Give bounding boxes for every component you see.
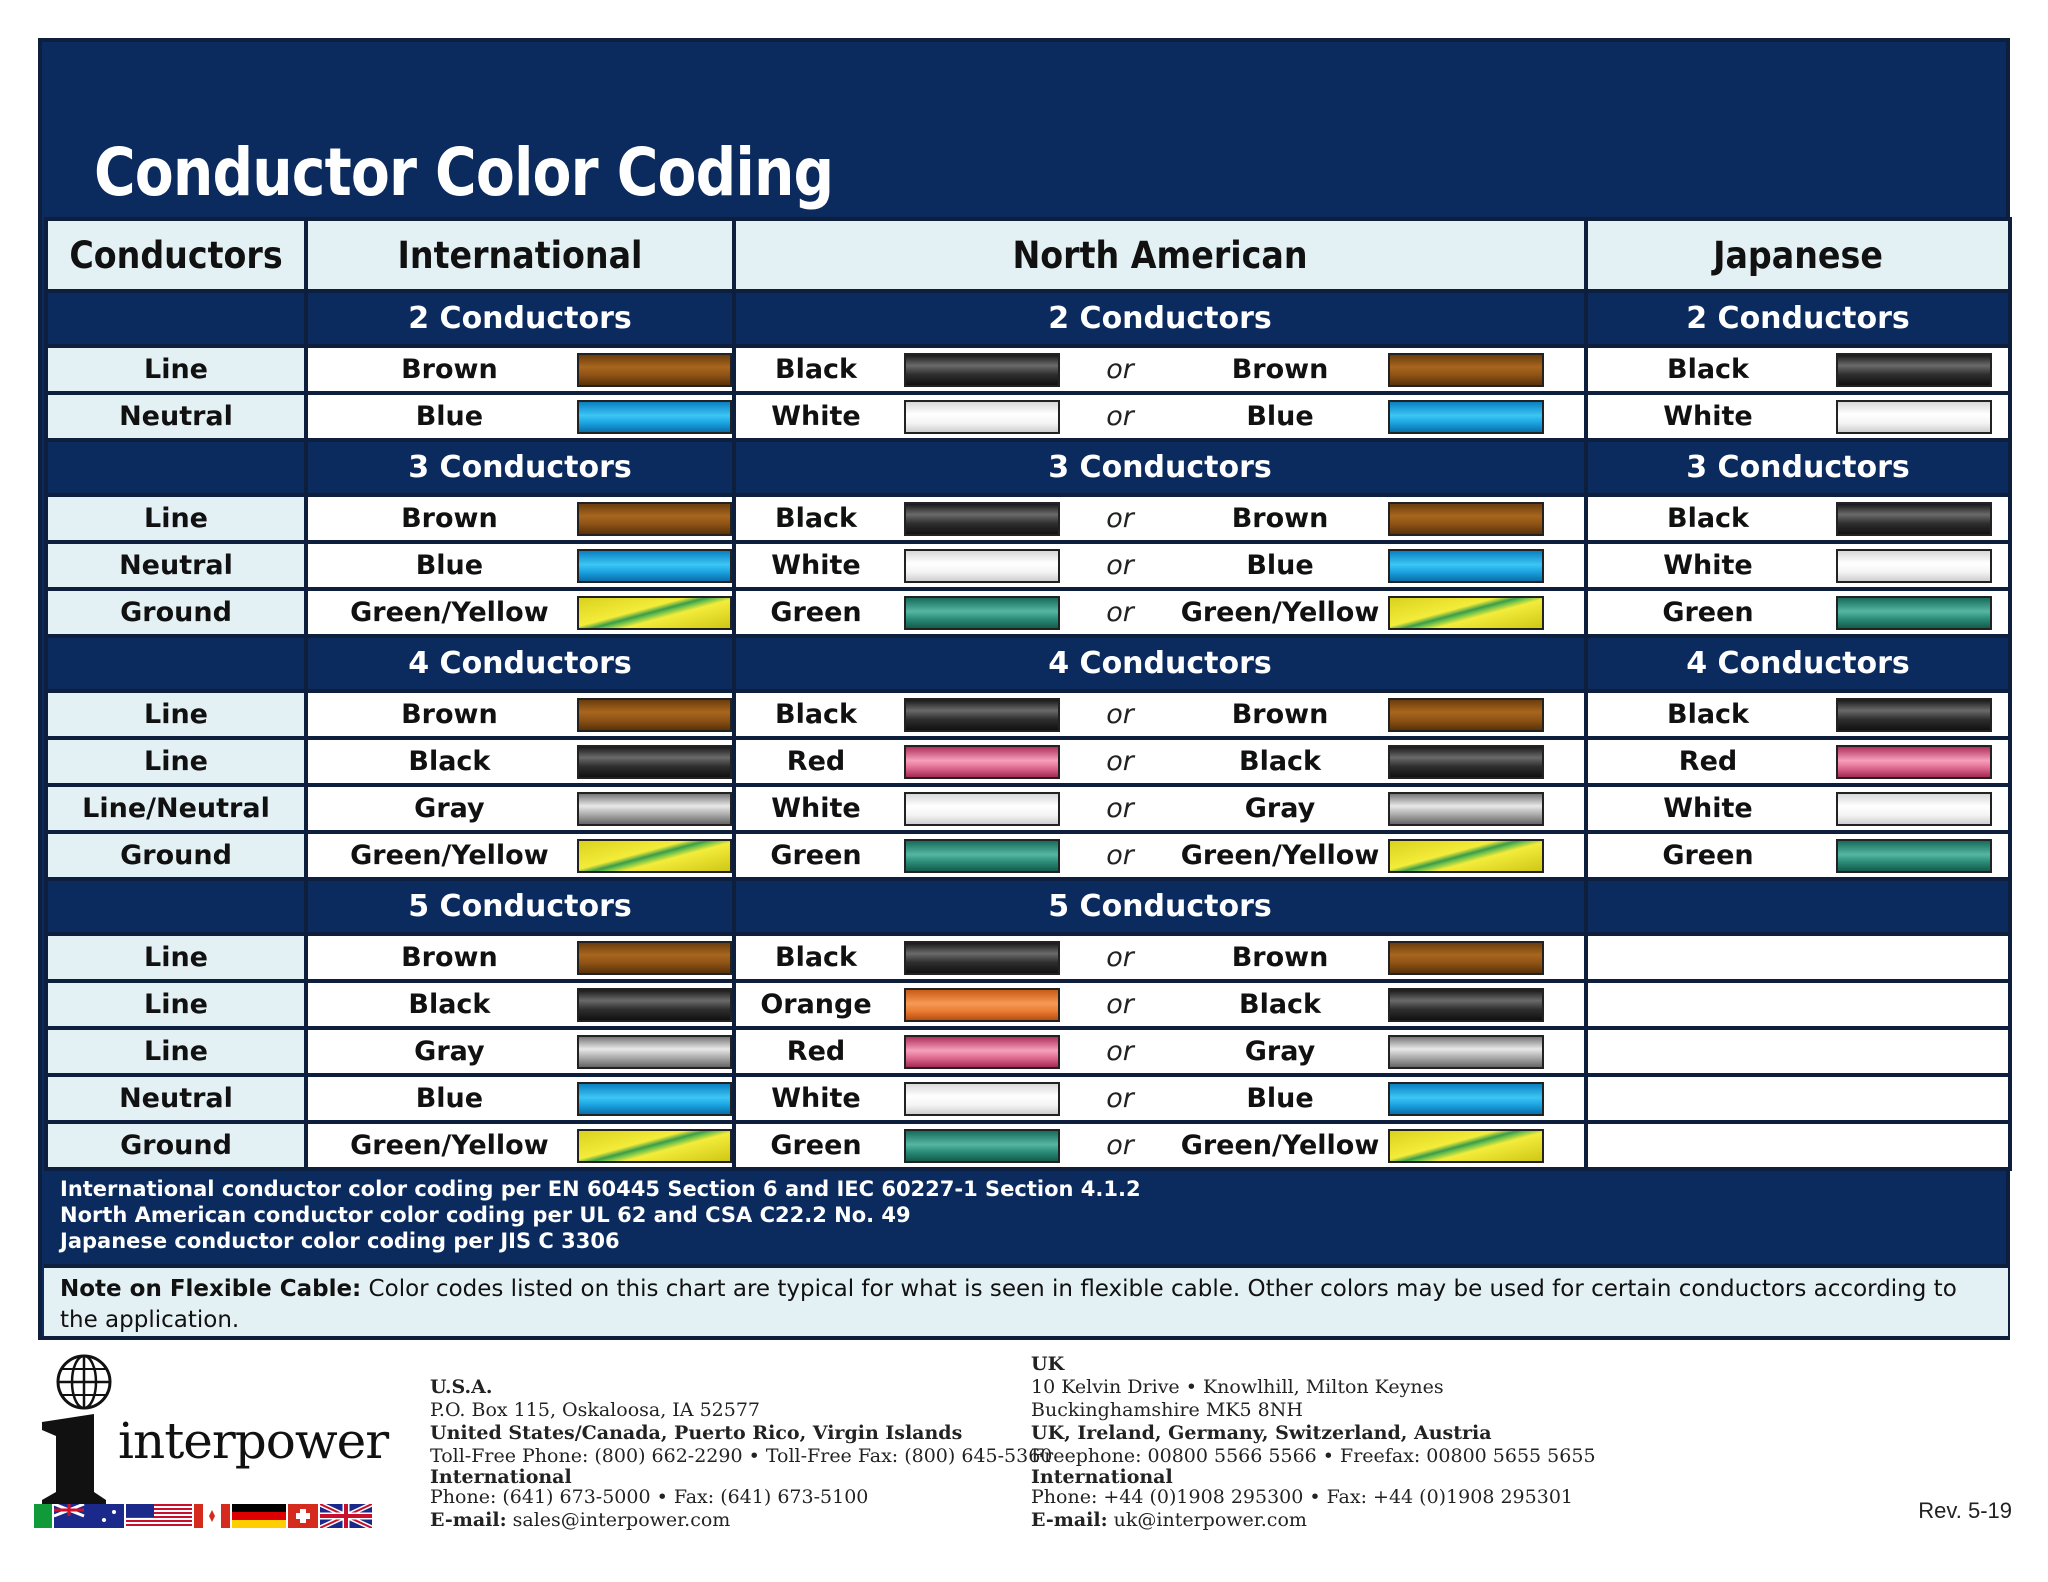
header-conductors: Conductors xyxy=(46,219,306,291)
group-title-international: 2 Conductors xyxy=(306,291,734,346)
japanese-color xyxy=(1588,497,2008,540)
japanese-color-cell xyxy=(1586,589,2010,636)
color-coding-table xyxy=(44,217,2012,1171)
logo-wordmark: interpower xyxy=(118,1412,389,1470)
group-title-international: 4 Conductors xyxy=(306,636,734,691)
japanese-color-cell xyxy=(1586,495,2010,542)
table-row xyxy=(46,1075,2010,1122)
north-american-alternate-swatch xyxy=(1388,596,1544,630)
international-color-cell xyxy=(306,1122,734,1169)
usa-email-label: E-mail: xyxy=(430,1509,507,1531)
international-color xyxy=(308,834,732,877)
japanese-color-swatch xyxy=(1836,698,1992,732)
international-color-swatch xyxy=(577,596,732,630)
north-american-alternate-swatch xyxy=(1388,941,1544,975)
north-american-primary-label: White xyxy=(771,1083,861,1114)
north-american-color-cell xyxy=(734,1122,1586,1169)
japanese-color-swatch xyxy=(1836,839,1992,873)
conductor-name: Line xyxy=(46,934,306,981)
north-american-primary-label: White xyxy=(771,401,861,432)
north-american-alternate-swatch xyxy=(1388,353,1544,387)
north-american-alternate-swatch xyxy=(1388,1082,1544,1116)
conductor-name: Line/Neutral xyxy=(46,785,306,832)
north-american-alternate-label: Blue xyxy=(1246,550,1314,581)
international-color-cell xyxy=(306,589,734,636)
page-title: Conductor Color Coding xyxy=(94,134,834,211)
group-title-japanese xyxy=(1586,879,2010,934)
uk-email-label: E-mail: xyxy=(1031,1509,1108,1531)
international-color-cell xyxy=(306,542,734,589)
international-color xyxy=(308,983,732,1026)
japanese-color-label: Black xyxy=(1666,503,1749,534)
north-american-primary-swatch xyxy=(904,941,1060,975)
or-separator: or xyxy=(1106,354,1134,385)
international-color xyxy=(308,787,732,830)
usa-intl-heading: International xyxy=(430,1466,572,1488)
usa-region: United States/Canada, Puerto Rico, Virgin Islands xyxy=(430,1422,963,1444)
japanese-color xyxy=(1588,591,2008,634)
usa-email-line xyxy=(430,1509,1052,1532)
or-separator: or xyxy=(1106,503,1134,534)
group-header-row xyxy=(46,440,2010,495)
or-separator: or xyxy=(1106,1130,1134,1161)
north-american-color xyxy=(736,544,1584,587)
japanese-color-swatch xyxy=(1836,596,1992,630)
group-header-conductors xyxy=(46,440,306,495)
table-row xyxy=(46,1122,2010,1169)
north-american-color xyxy=(736,787,1584,830)
conductor-name: Ground xyxy=(46,832,306,879)
north-american-alternate-label: Gray xyxy=(1244,1036,1316,1067)
north-american-color-cell xyxy=(734,346,1586,393)
international-color-label: Brown xyxy=(401,503,498,534)
japanese-color-label: White xyxy=(1663,793,1753,824)
north-american-alternate-swatch xyxy=(1388,1035,1544,1069)
or-separator: or xyxy=(1106,699,1134,730)
header-japanese: Japanese xyxy=(1586,219,2010,291)
international-color-label: Gray xyxy=(414,793,485,824)
international-color-swatch xyxy=(577,988,732,1022)
group-title-north-american: 2 Conductors xyxy=(734,291,1586,346)
uk-region: UK, Ireland, Germany, Switzerland, Austria xyxy=(1031,1422,1492,1444)
usa-intl-phones: Phone: (641) 673-5000 • Fax: (641) 673-5100 xyxy=(430,1486,869,1508)
usa-heading: U.S.A. xyxy=(430,1376,493,1398)
international-color xyxy=(308,1030,732,1073)
north-american-color-cell xyxy=(734,738,1586,785)
international-color xyxy=(308,395,732,438)
international-color-swatch xyxy=(577,549,732,583)
table-row xyxy=(46,738,2010,785)
japanese-color-swatch xyxy=(1836,792,1992,826)
uk-email[interactable]: uk@interpower.com xyxy=(1107,1509,1307,1531)
international-color-label: Gray xyxy=(414,1036,485,1067)
table-row xyxy=(46,785,2010,832)
uk-intl-phones: Phone: +44 (0)1908 295300 • Fax: +44 (0)1908 295301 xyxy=(1031,1486,1573,1508)
japanese-color-swatch xyxy=(1836,549,1992,583)
big-i-icon xyxy=(42,1414,106,1504)
japanese-color-cell xyxy=(1586,346,2010,393)
international-color xyxy=(308,693,732,736)
color-coding-sheet xyxy=(38,38,2010,1340)
international-color-label: Black xyxy=(408,989,491,1020)
or-separator: or xyxy=(1106,793,1134,824)
conductor-name: Neutral xyxy=(46,542,306,589)
uk-heading: UK xyxy=(1031,1353,1065,1375)
north-american-alternate-label: Brown xyxy=(1231,942,1329,973)
japanese-empty-cell xyxy=(1586,981,2010,1028)
japanese-color-cell xyxy=(1586,785,2010,832)
japanese-color-cell xyxy=(1586,691,2010,738)
north-american-color xyxy=(736,348,1584,391)
footnote-north-american: North American conductor color coding per UL 62 and CSA C22.2 No. 49 xyxy=(60,1203,911,1227)
conductor-name: Line xyxy=(46,691,306,738)
north-american-color-cell xyxy=(734,542,1586,589)
or-separator: or xyxy=(1106,942,1134,973)
japanese-color-swatch xyxy=(1836,400,1992,434)
north-american-color-cell xyxy=(734,589,1586,636)
table-row xyxy=(46,495,2010,542)
conductor-name: Ground xyxy=(46,1122,306,1169)
japanese-color xyxy=(1588,544,2008,587)
or-separator: or xyxy=(1106,401,1134,432)
north-american-primary-swatch xyxy=(904,1082,1060,1116)
switzerland-flag-icon xyxy=(288,1504,318,1528)
international-color-label: Blue xyxy=(415,1083,484,1114)
conductor-name: Line xyxy=(46,981,306,1028)
north-american-primary-swatch xyxy=(904,1035,1060,1069)
table-row xyxy=(46,934,2010,981)
japanese-color-label: Black xyxy=(1666,354,1749,385)
north-american-primary-swatch xyxy=(904,596,1060,630)
international-color xyxy=(308,936,732,979)
north-american-alternate-label: Gray xyxy=(1244,793,1316,824)
north-american-primary-swatch xyxy=(904,1129,1060,1163)
or-separator: or xyxy=(1106,597,1134,628)
international-color-swatch xyxy=(577,502,732,536)
north-american-color xyxy=(736,1077,1584,1120)
table-row xyxy=(46,393,2010,440)
north-american-alternate-label: Brown xyxy=(1231,354,1329,385)
group-title-japanese: 3 Conductors xyxy=(1586,440,2010,495)
canada-flag-icon xyxy=(194,1504,230,1528)
north-american-alternate-swatch xyxy=(1388,549,1544,583)
usa-po-box: P.O. Box 115, Oskaloosa, IA 52577 xyxy=(430,1399,761,1421)
japanese-color xyxy=(1588,740,2008,783)
international-color-cell xyxy=(306,346,734,393)
conductor-name: Neutral xyxy=(46,1075,306,1122)
conductor-name: Ground xyxy=(46,589,306,636)
north-american-color xyxy=(736,983,1584,1026)
north-american-color-cell xyxy=(734,1028,1586,1075)
international-color-cell xyxy=(306,934,734,981)
note-text: Color codes listed on this chart are typical for what is seen in flexible cable. Other colors may be used for certain conductors according to the application. xyxy=(60,1276,1957,1333)
north-american-color xyxy=(736,936,1584,979)
north-american-alternate-label: Blue xyxy=(1246,1083,1314,1114)
international-color xyxy=(308,544,732,587)
japanese-color-swatch xyxy=(1836,502,1992,536)
north-american-primary-swatch xyxy=(904,839,1060,873)
north-american-color xyxy=(736,834,1584,877)
group-title-japanese: 4 Conductors xyxy=(1586,636,2010,691)
table-row xyxy=(46,542,2010,589)
japanese-color xyxy=(1588,395,2008,438)
international-color-label: Blue xyxy=(415,550,484,581)
japanese-color-label: White xyxy=(1663,401,1753,432)
north-american-primary-label: Green xyxy=(770,1130,862,1161)
international-color-swatch xyxy=(577,400,732,434)
conductor-name: Line xyxy=(46,738,306,785)
north-american-primary-label: Red xyxy=(786,1036,846,1067)
or-separator: or xyxy=(1106,989,1134,1020)
international-color-swatch xyxy=(577,1129,732,1163)
north-american-primary-label: Green xyxy=(770,597,862,628)
or-separator: or xyxy=(1106,550,1134,581)
international-color-label: Green/Yellow xyxy=(350,1130,549,1161)
conductor-name: Line xyxy=(46,346,306,393)
north-american-alternate-swatch xyxy=(1388,1129,1544,1163)
international-color-swatch xyxy=(577,1035,732,1069)
group-header-conductors xyxy=(46,636,306,691)
japanese-empty-cell xyxy=(1586,934,2010,981)
header-north-american: North American xyxy=(734,219,1586,291)
international-color-swatch xyxy=(577,745,732,779)
standards-footnotes xyxy=(60,1176,1141,1254)
group-header-row xyxy=(46,291,2010,346)
international-color-swatch xyxy=(577,941,732,975)
japanese-color-label: Red xyxy=(1678,746,1738,777)
group-title-north-american: 4 Conductors xyxy=(734,636,1586,691)
international-color-label: Green/Yellow xyxy=(350,597,549,628)
uk-intl-heading: International xyxy=(1031,1466,1173,1488)
table-row xyxy=(46,1028,2010,1075)
group-title-international: 3 Conductors xyxy=(306,440,734,495)
north-american-color xyxy=(736,591,1584,634)
international-color-cell xyxy=(306,1028,734,1075)
north-american-alternate-label: Green/Yellow xyxy=(1180,840,1380,871)
japanese-color-label: White xyxy=(1663,550,1753,581)
north-american-primary-swatch xyxy=(904,549,1060,583)
footnote-international: International conductor color coding per EN 60445 Section 6 and IEC 60227-1 Section 4.1.2 xyxy=(60,1177,1141,1201)
north-american-color xyxy=(736,1030,1584,1073)
international-color xyxy=(308,1077,732,1120)
north-american-primary-label: White xyxy=(771,793,861,824)
japanese-color xyxy=(1588,693,2008,736)
japanese-color-label: Green xyxy=(1662,840,1754,871)
group-title-international: 5 Conductors xyxy=(306,879,734,934)
north-american-primary-label: Black xyxy=(774,699,857,730)
group-header-conductors xyxy=(46,291,306,346)
north-american-color-cell xyxy=(734,691,1586,738)
north-american-alternate-label: Green/Yellow xyxy=(1180,597,1380,628)
japanese-color xyxy=(1588,787,2008,830)
north-american-alternate-label: Black xyxy=(1238,989,1321,1020)
international-color-cell xyxy=(306,393,734,440)
north-american-alternate-swatch xyxy=(1388,745,1544,779)
north-american-color-cell xyxy=(734,934,1586,981)
international-color xyxy=(308,497,732,540)
north-american-color xyxy=(736,1124,1584,1167)
japanese-color-label: Black xyxy=(1666,699,1749,730)
japanese-color-cell xyxy=(1586,832,2010,879)
north-american-color-cell xyxy=(734,1075,1586,1122)
international-color xyxy=(308,740,732,783)
or-separator: or xyxy=(1106,746,1134,777)
country-flags xyxy=(34,1504,372,1528)
group-header-row xyxy=(46,636,2010,691)
uk-phones: Freephone: 00800 5566 5566 • Freefax: 00800 5655 5655 xyxy=(1031,1445,1596,1467)
international-color-label: Brown xyxy=(401,354,498,385)
north-american-primary-label: Black xyxy=(774,503,857,534)
north-american-primary-label: Orange xyxy=(760,989,872,1020)
north-american-alternate-swatch xyxy=(1388,988,1544,1022)
revision-label: Rev. 5-19 xyxy=(1918,1498,2012,1523)
group-title-japanese: 2 Conductors xyxy=(1586,291,2010,346)
header-row xyxy=(46,219,2010,291)
japanese-empty-cell xyxy=(1586,1122,2010,1169)
north-american-alternate-label: Brown xyxy=(1231,699,1329,730)
north-american-primary-swatch xyxy=(904,698,1060,732)
north-american-alternate-label: Blue xyxy=(1246,401,1314,432)
japanese-color-label: Green xyxy=(1662,597,1754,628)
international-color-swatch xyxy=(577,353,732,387)
usa-flag-icon xyxy=(126,1504,192,1528)
uk-address xyxy=(1031,1353,1596,1532)
international-color-cell xyxy=(306,691,734,738)
conductor-name: Line xyxy=(46,495,306,542)
japanese-empty-cell xyxy=(1586,1028,2010,1075)
group-title-north-american: 5 Conductors xyxy=(734,879,1586,934)
north-american-primary-swatch xyxy=(904,400,1060,434)
international-color xyxy=(308,348,732,391)
international-color-cell xyxy=(306,785,734,832)
or-separator: or xyxy=(1106,1083,1134,1114)
north-american-primary-swatch xyxy=(904,353,1060,387)
japanese-color-swatch xyxy=(1836,745,1992,779)
table-row xyxy=(46,981,2010,1028)
international-color-cell xyxy=(306,738,734,785)
north-american-primary-label: Black xyxy=(774,354,857,385)
table-row xyxy=(46,346,2010,393)
north-american-color xyxy=(736,693,1584,736)
usa-phones: Toll-Free Phone: (800) 662-2290 • Toll-Free Fax: (800) 645-5360 xyxy=(430,1445,1053,1467)
north-american-color-cell xyxy=(734,981,1586,1028)
north-american-primary-label: Green xyxy=(770,840,862,871)
international-color-cell xyxy=(306,981,734,1028)
or-separator: or xyxy=(1106,840,1134,871)
north-american-color-cell xyxy=(734,495,1586,542)
north-american-color-cell xyxy=(734,393,1586,440)
north-american-primary-label: Red xyxy=(786,746,846,777)
international-color-label: Brown xyxy=(401,942,498,973)
japanese-color xyxy=(1588,834,2008,877)
north-american-alternate-label: Black xyxy=(1238,746,1321,777)
north-american-primary-label: Black xyxy=(774,942,857,973)
conductor-name: Neutral xyxy=(46,393,306,440)
north-american-alternate-label: Green/Yellow xyxy=(1180,1130,1380,1161)
north-american-color-cell xyxy=(734,832,1586,879)
flexible-cable-note xyxy=(44,1264,2008,1336)
north-american-color xyxy=(736,497,1584,540)
international-color xyxy=(308,1124,732,1167)
north-american-alternate-label: Brown xyxy=(1231,503,1329,534)
international-color-swatch xyxy=(577,839,732,873)
international-color xyxy=(308,591,732,634)
group-header-row xyxy=(46,879,2010,934)
north-american-alternate-swatch xyxy=(1388,698,1544,732)
north-american-primary-swatch xyxy=(904,745,1060,779)
international-color-swatch xyxy=(577,1082,732,1116)
north-american-alternate-swatch xyxy=(1388,839,1544,873)
group-header-conductors xyxy=(46,879,306,934)
uk-flag-icon xyxy=(320,1504,372,1528)
group-title-north-american: 3 Conductors xyxy=(734,440,1586,495)
international-color-label: Black xyxy=(408,746,491,777)
north-american-primary-swatch xyxy=(904,988,1060,1022)
japanese-color-cell xyxy=(1586,738,2010,785)
north-american-alternate-swatch xyxy=(1388,792,1544,826)
uk-email-line xyxy=(1031,1509,1596,1532)
international-color-label: Green/Yellow xyxy=(350,840,549,871)
international-color-cell xyxy=(306,1075,734,1122)
uk-county: Buckinghamshire MK5 8NH xyxy=(1031,1399,1303,1421)
japanese-color xyxy=(1588,348,2008,391)
italy-flag-icon xyxy=(34,1504,52,1528)
japanese-empty-cell xyxy=(1586,1075,2010,1122)
international-color-label: Blue xyxy=(415,401,484,432)
international-color-label: Brown xyxy=(401,699,498,730)
north-american-color-cell xyxy=(734,785,1586,832)
usa-address xyxy=(430,1376,1052,1532)
uk-street: 10 Kelvin Drive • Knowlhill, Milton Keynes xyxy=(1031,1376,1444,1398)
header-international: International xyxy=(306,219,734,291)
conductor-name: Line xyxy=(46,1028,306,1075)
table-row xyxy=(46,832,2010,879)
north-american-primary-swatch xyxy=(904,502,1060,536)
globe-icon xyxy=(58,1356,110,1408)
footnote-japanese: Japanese conductor color coding per JIS C 3306 xyxy=(60,1229,620,1253)
north-american-alternate-swatch xyxy=(1388,502,1544,536)
australia-flag-icon xyxy=(54,1504,124,1528)
north-american-color xyxy=(736,395,1584,438)
north-american-primary-swatch xyxy=(904,792,1060,826)
japanese-color-swatch xyxy=(1836,353,1992,387)
north-american-color xyxy=(736,740,1584,783)
usa-email[interactable]: sales@interpower.com xyxy=(506,1509,731,1531)
japanese-color-cell xyxy=(1586,542,2010,589)
japanese-color-cell xyxy=(1586,393,2010,440)
international-color-cell xyxy=(306,495,734,542)
table-row xyxy=(46,589,2010,636)
note-label: Note on Flexible Cable: xyxy=(60,1276,362,1302)
international-color-swatch xyxy=(577,792,732,826)
or-separator: or xyxy=(1106,1036,1134,1067)
north-american-alternate-swatch xyxy=(1388,400,1544,434)
germany-flag-icon xyxy=(232,1504,286,1528)
international-color-swatch xyxy=(577,698,732,732)
table-row xyxy=(46,691,2010,738)
north-american-primary-label: White xyxy=(771,550,861,581)
international-color-cell xyxy=(306,832,734,879)
